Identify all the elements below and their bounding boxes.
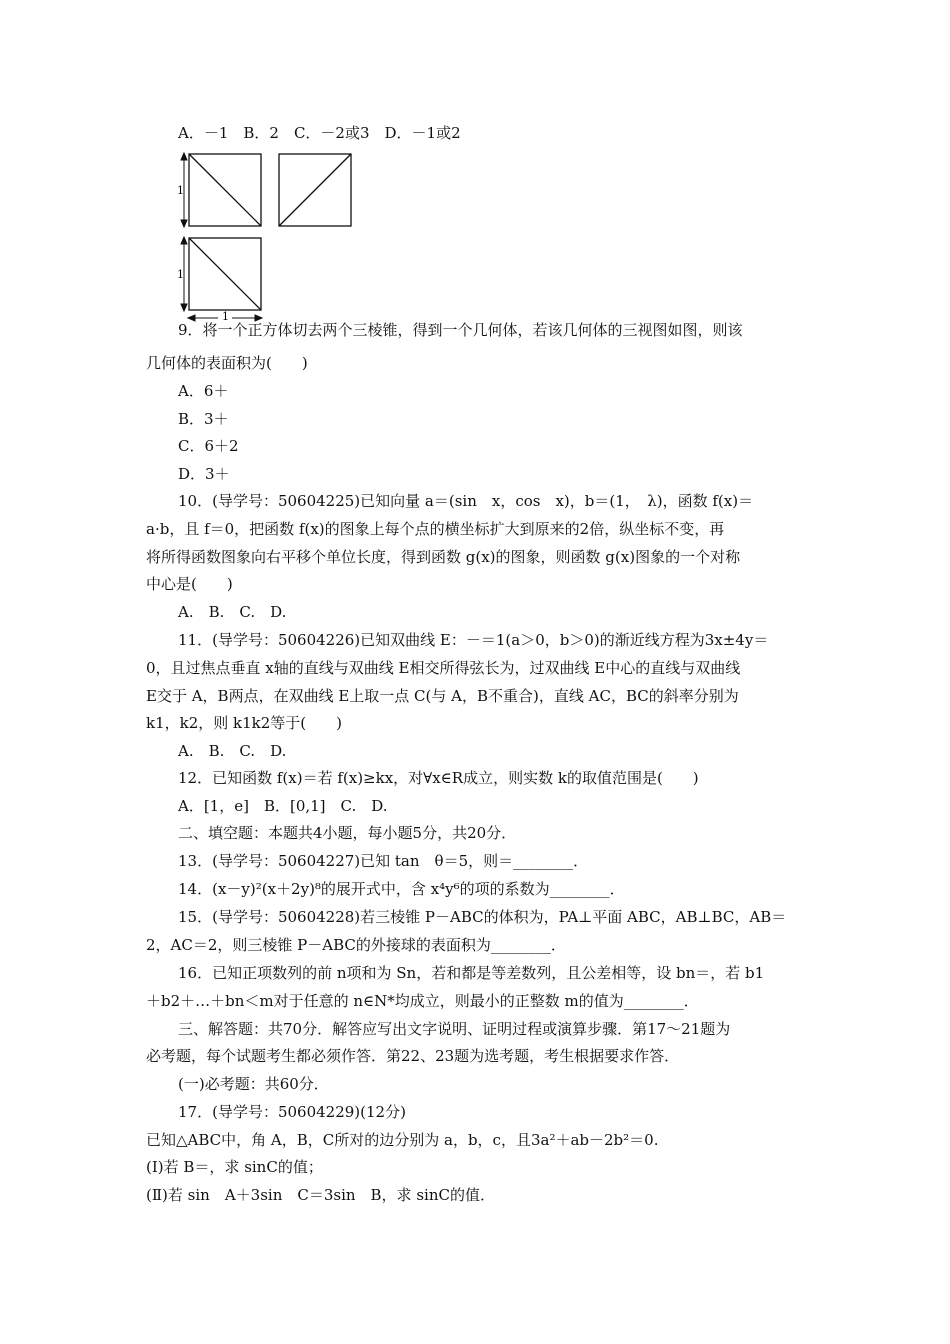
q13: 13．(导学号：50604227)已知 tan θ＝5，则＝________． [178, 852, 589, 870]
q10-stem-3: 将所得函数图象向右平移个单位长度，得到函数 g(x)的图象，则函数 g(x)图象的一个对称 [146, 548, 741, 566]
dim-label-bottom: 1 [222, 310, 229, 323]
section-3-heading-2: 必考题，每个试题考生都必须作答．第22、23题为选考题，考生根据要求作答． [146, 1047, 680, 1065]
q11-stem: 11．(导学号：50604226)已知双曲线 E：－＝1(a＞0，b＞0)的渐近线方程为3x±4y＝ [178, 631, 769, 649]
dim-label-left-top: 1 [177, 184, 184, 197]
required-questions-heading: (一)必考题：共60分． [178, 1075, 329, 1093]
q10-stem: 10．(导学号：50604225)已知向量 a＝(sin x，cos x)，b＝(1， λ)，函数 f(x)＝ [178, 492, 754, 510]
top-view [189, 238, 261, 310]
front-view [189, 154, 261, 226]
q9-stem-cont: 几何体的表面积为( ) [146, 354, 308, 372]
q12-options: A．[1，e] B．[0,1] C. D. [178, 797, 388, 815]
side-view [279, 154, 351, 226]
q17-part-1: (Ⅰ)若 B＝，求 sinC的值； [146, 1158, 323, 1176]
q9-stem: 9．将一个正方体切去两个三棱锥，得到一个几何体，若该几何体的三视图如图，则该 [178, 321, 743, 339]
q17-stem: 已知△ABC中，角 A，B，C所对的边分别为 a，b，c，且3a²＋ab－2b²＝0. [146, 1131, 659, 1149]
q9-option-b: B．3＋ [178, 410, 229, 428]
q9-option-c: C．6＋2 [178, 437, 239, 455]
q10-stem-2: a·b，且 f＝0，把函数 f(x)的图象上每个点的横坐标扩大到原来的2倍，纵坐标不变，再 [146, 520, 725, 538]
q11-stem-2: 0，且过焦点垂直 x轴的直线与双曲线 E相交所得弦长为，过双曲线 E中心的直线与双曲线 [146, 659, 741, 677]
q9-option-d: D．3＋ [178, 465, 230, 483]
q16-stem-2: ＋b2＋…＋bn＜m对于任意的 n∈N*均成立，则最小的正整数 m的值为________． [146, 992, 699, 1010]
q9-option-a: A．6＋ [178, 382, 229, 400]
dim-label-left-bottom: 1 [177, 268, 184, 281]
q14: 14．(x－y)²(x＋2y)⁸的展开式中，含 x⁴y⁶的项的系数为________． [178, 880, 625, 898]
q11-stem-4: k1，k2，则 k1k2等于( ) [146, 714, 343, 732]
q10-options: A. B. C. D. [178, 603, 287, 621]
q11-stem-3: E交于 A，B两点，在双曲线 E上取一点 C(与 A，B不重合)，直线 AC，BC的斜率分别为 [146, 687, 739, 705]
q8-options: A．－1 B．2 C．－2或3 D．－1或2 [178, 124, 461, 142]
section-2-heading: 二、填空题：本题共4小题，每小题5分，共20分． [178, 824, 517, 842]
q17-heading: 17．(导学号：50604229)(12分) [178, 1103, 406, 1121]
q12-stem: 12．已知函数 f(x)＝若 f(x)≥kx，对∀x∈R成立，则实数 k的取值范围是( ) [178, 769, 699, 787]
section-3-heading: 三、解答题：共70分．解答应写出文字说明、证明过程或演算步骤．第17～21题为 [178, 1020, 731, 1038]
q15-stem-2: 2，AC＝2，则三棱锥 P－ABC的外接球的表面积为________． [146, 936, 566, 954]
q16-stem: 16．已知正项数列的前 n项和为 Sn，若和都是等差数列，且公差相等，设 bn＝，若 b1 [178, 964, 765, 982]
q15-stem: 15．(导学号：50604228)若三棱锥 P－ABC的体积为，PA⊥平面 ABC，AB⊥BC，AB＝ [178, 908, 787, 926]
three-view-figure [176, 148, 366, 328]
q10-stem-4: 中心是( ) [146, 575, 233, 593]
q11-options: A. B. C. D. [178, 742, 287, 760]
q17-part-2: (Ⅱ)若 sin A＋3sin C＝3sin B，求 sinC的值． [146, 1186, 495, 1204]
